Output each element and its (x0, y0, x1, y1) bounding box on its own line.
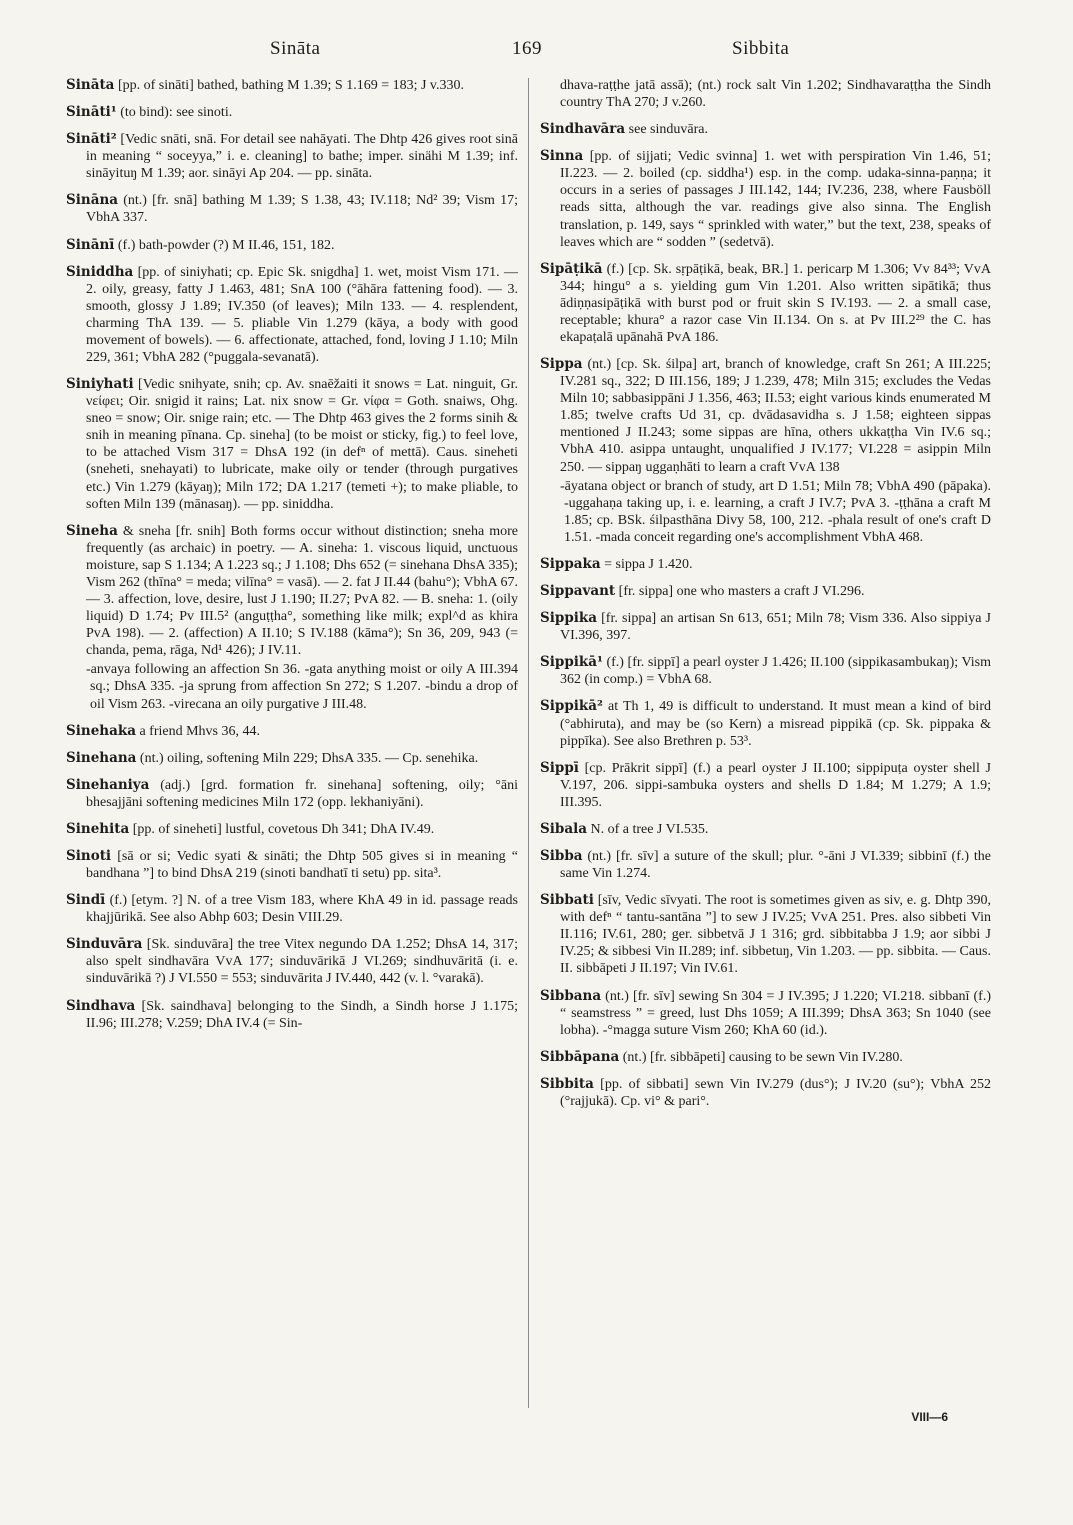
entry-headword: Sinna (540, 148, 584, 165)
entry-headword: Sibbāpana (540, 1048, 620, 1065)
dictionary-entry (66, 750, 518, 767)
entry-headword: Sippikā² (540, 698, 603, 715)
entry-definition: [pp. of siniyhati; cp. Epic Sk. snigdha] 1. wet, moist Vism 171. — 2. oily, greasy, fatty J 1.463, 481; SnA 100 (°āhāra fattening food). — 3. smooth, glossy J 1.89; IV.350 (of leaves); Miln 133. — 4. resplendent, charming ThA 139. — 5. pliable Vin 1.279 (kāya, a body with good movement of bowels). — 6. affectionate, attached, fond, loving J 1.10; Miln 229, 361; VbhA 282 (°puggala-sevanatā). (86, 264, 518, 366)
dictionary-entry (66, 523, 518, 713)
entry-compounds: -āyatana object or branch of study, art D 1.51; Miln 78; VbhA 490 (pāpaka). -uggahaṇa taking up, i. e. learning, a craft J IV.7; PvA 3. -ṭṭhāna a craft M 1.85; cp. BSk. śilpasthāna Divy 58, 100, 212. -phala result of one's craft D 1.51. -mada conceit regarding one's accomplishment VbhA 468. (560, 478, 991, 545)
entry-definition: (to bind): see sinoti. (116, 105, 233, 121)
entry-headword: Sippī (540, 759, 579, 776)
running-head-first-word: Sināta (270, 38, 321, 59)
entry-headword: Sipāṭikā (540, 260, 603, 277)
entry-definition: & sneha [fr. snih] Both forms occur without distinction; sneha more frequently (as archaic) in poetry. — A. sineha: 1. viscous liquid, unctuous moisture, sap S 1.134; A 1.223 sq.; J 1.108; Dhs 652 (= sinehana DhsA 335); Vism 262 (thīna° = meda; vilīna° = vasā). — 2. fat J II.44 (bahu°); VbhA 67. — 3. affection, love, desire, lust J 1.190; II.27; PvA 82. — B. sneha: 1. (oily liquid) D 1.74; Pv III.5² (anguṭṭha°, something like milk; expl^d as khira PvA 198). — 2. (affection) A II.10; S IV.188 (kāma°); Sn 36, 209, 943 (= chanda, pema, rāga, Nd¹ 426); J IV.11. (86, 523, 518, 659)
entry-definition: [Sk. saindhava] belonging to the Sindh, a Sindh horse J 1.175; II.96; III.278; V.259; DhA IV.4 (= Sin- (86, 998, 518, 1031)
entry-headword: Sindhava (66, 997, 136, 1014)
dictionary-entry (540, 848, 991, 882)
entry-definition: [pp. of sineheti] lustful, covetous Dh 341; DhA IV.49. (129, 821, 435, 837)
entry-definition: (f.) [etym. ?] N. of a tree Vism 183, where KhA 49 in id. passage reads khajjūrikā. See also Abhp 603; Desin VIII.29. (86, 893, 518, 926)
entry-definition: (nt.) [fr. sibbāpeti] causing to be sewn Vin IV.280. (619, 1049, 903, 1065)
dictionary-entry (66, 192, 518, 226)
entry-headword: Sinehaniya (66, 776, 150, 793)
entry-definition: N. of a tree J VI.535. (586, 821, 709, 837)
dictionary-entry (540, 1049, 991, 1066)
entry-headword: Sibbati (540, 892, 594, 909)
entry-definition: (nt.) [cp. Sk. śilpa] art, branch of knowledge, craft Sn 261; A III.225; IV.281 sq., 322; D III.156, 189; J 1.239, 478; Miln 315; excludes the Vedas Miln 10; sabbasippāni J 1.356, 463; II.53; eight various kinds enumerated M 1.85; twelve crafts Ud 31, cp. dvādasavidha s. J 1.58; eighteen sippas mentioned J II.243; some sippas are hīna, others ukkaṭṭha Vin IV.6 sq.; VbhA 410. asippa untaught, unqualified J IV.177; VI.228 = asippin Miln 250. — sippaŋ uggaṇhāti to learn a craft VvA 138 (560, 357, 991, 475)
entry-definition: dhava-raṭṭhe jatā assā); (nt.) rock salt Vin 1.202; Sindhavaraṭṭha the Sindh country ThA 270; J v.260. (560, 78, 991, 111)
dictionary-entry (66, 998, 518, 1032)
entry-headword: Sināti² (66, 131, 117, 148)
dictionary-entry (66, 821, 518, 838)
dictionary-entry (540, 583, 991, 600)
dictionary-entry (66, 104, 518, 121)
entry-headword: Sibba (540, 847, 583, 864)
entry-definition: (f.) [fr. sippī] a pearl oyster J 1.426; II.100 (sippikasambukaŋ); Vism 362 (in comp.) = VbhA 68. (560, 655, 991, 688)
entry-definition: (nt.) [fr. sīv] a suture of the skull; plur. °-āni J VI.339; sibbinī (f.) the same Vin 1.274. (560, 848, 991, 882)
signature-mark: VIII—6 (911, 1410, 948, 1424)
entry-definition: at Th 1, 49 is difficult to understand. It must mean a kind of bird (°abhiruta), and may be (so Kern) a misread pippikā (cp. Sk. pippaka & pippīka). See also Brethren p. 53³. (560, 699, 991, 749)
dictionary-entry (540, 556, 991, 573)
entry-headword: Sinehaka (66, 722, 136, 739)
entry-definition: [pp. of sibbati] sewn Vin IV.279 (dus°); J IV.20 (su°); VbhA 252 (°rajjukā). Cp. vi° & pari°. (560, 1076, 991, 1109)
entry-definition: [fr. sippa] one who masters a craft J VI.296. (615, 584, 865, 600)
column-divider (528, 78, 529, 1408)
dictionary-entry (540, 148, 991, 250)
entry-definition: see sinduvāra. (625, 122, 708, 138)
right-column (540, 77, 991, 1120)
entry-definition: [Vedic snihyate, snih; cp. Av. snaēžaiti it snows = Lat. ninguit, Gr. νείφει; Oir. snigid it rains; Lat. nix snow = Gr. νίφα = Goth. snaiws, Ohg. sneo = snow; Oir. snige rain; etc. — The Dhtp 463 gives the 2 forms sinih & snih in meaning pīnana. Cp. sineha] (to be moist or sticky, fig.) to feel love, to be attached Vism 317 = DhsA 192 (in defⁿ of mettā). Caus. sineheti (sneheti, snehayati) to lubricate, make oily or tender (through purgatives etc.) Vin 1.279 (kāyaŋ); Miln 172; DA 1.217 (temeti +); to make pliable, to soften Miln 139 (mānasaŋ). — pp. siniddha. (86, 377, 518, 512)
entry-definition: (f.) bath-powder (?) M II.46, 151, 182. (114, 237, 335, 253)
entry-definition: (f.) [cp. Sk. sṛpāṭikā, beak, BR.] 1. pericarp M 1.306; Vv 84³³; VvA 344; hingu° a s. yielding gum Vin 1.201. Also written sipātikā; thus ādiṇṇasipāṭikā with burst pod or fruit skin S IV.193. — 2. a small case, receptable; khura° a razor case Vin II.134. On s. at Pv III.2²⁹ the C. has ekapaṭalā upānahā PvA 186. (560, 261, 991, 346)
entry-definition: (nt.) [fr. snā] bathing M 1.39; S 1.38, 43; IV.118; Nd² 39; Vism 17; VbhA 337. (86, 193, 518, 226)
dictionary-entry (540, 77, 991, 111)
dictionary-entry (66, 723, 518, 740)
dictionary-entry (540, 610, 991, 644)
entry-definition: [pp. of sijjati; Vedic svinna] 1. wet with perspiration Vin 1.46, 51; II.223. — 2. boiled (cp. siddha¹) esp. in the comp. udaka-sinna-paṇṇa; it occurs in a series of passages J III.142, 144; IV.236, 238, where Fausböll reads sitta, although the var. readings give also sinna. The English translation, p. 149, says “ sprinkled with water,” but the text, 238, speaks of leaves which are “ sodden ” (sedetvā). (560, 149, 991, 250)
dictionary-entry (66, 131, 518, 182)
dictionary-entry (540, 356, 991, 546)
entry-definition: [cp. Prākrit sippī] (f.) a pearl oyster J II.100; sippipuṭa oyster shell J V.197, 206. sippi-sambuka oysters and shells D 1.84; M 1.279; A 1.9; III.395. (560, 760, 991, 810)
dictionary-entry (540, 121, 991, 138)
left-column (66, 77, 518, 1042)
dictionary-entry (540, 1076, 991, 1110)
entry-headword: Sippavant (540, 583, 616, 600)
dictionary-entry (66, 264, 518, 366)
entry-headword: Sinoti (66, 847, 112, 864)
entry-headword: Sinānī (66, 236, 115, 253)
entry-headword: Sināta (66, 77, 115, 93)
dictionary-entry (66, 892, 518, 926)
entry-headword: Sindhavāra (540, 121, 626, 138)
dictionary-entry (540, 261, 991, 346)
dictionary-entry (66, 777, 518, 811)
entry-headword: Siniyhati (66, 376, 134, 393)
dictionary-entry (540, 821, 991, 838)
page-number: 169 (512, 38, 542, 59)
running-head (0, 38, 1073, 68)
entry-headword: Sippa (540, 356, 583, 373)
entry-headword: Sināna (66, 192, 119, 209)
entry-headword: Sippaka (540, 555, 601, 572)
entry-definition: (nt.) [fr. sīv] sewing Sn 304 = J IV.395; J 1.220; VI.218. sibbanī (f.) “ seamstress ” = greed, lust Dhs 1059; A III.399; DhsA 363; Sn 1040 (see lobha). -°magga suture Vism 260; KhA 60 (id.). (560, 988, 991, 1038)
entry-headword: Sināti¹ (66, 104, 117, 121)
entry-headword: Sinehana (66, 749, 137, 766)
entry-definition: [Vedic snāti, snā. For detail see nahāyati. The Dhtp 426 gives root sinā in meaning “ soceyya,” i. e. cleaning] to bathe; imper. sinähi M 1.39; inf. sināyituŋ M 1.39; aor. sināyi Ap 204. — pp. sināta. (86, 132, 518, 182)
dictionary-entry (540, 892, 991, 977)
entry-definition: [sīv, Vedic sīvyati. The root is sometimes given as siv, e. g. Dhtp 390, with defⁿ “ tantu-santāna ”] to sew J IV.25; VvA 251. Pres. also sibbeti Vin II.116; IV.61, 280; ger. sibbetvā J 1 316; grd. sibbitabba J 1.9; aor sibbi J IV.25; & sibbesi Vin II.289; inf. sibbetuŋ, Vin 1.203. — pp. sibbita. — Caus. II. sibbāpeti J II.197; Vin IV.61. (560, 893, 991, 977)
entry-headword: Sinehita (66, 820, 130, 837)
dictionary-entry (540, 988, 991, 1039)
entry-definition: = sippa J 1.420. (600, 556, 693, 572)
entry-definition: [sā or si; Vedic syati & sināti; the Dhtp 505 gives si in meaning “ bandhana ”] to bind DhsA 219 (sinoti bandhatī ti setu) pp. sita³. (86, 848, 518, 882)
dictionary-entry (66, 848, 518, 882)
dictionary-entry (540, 654, 991, 688)
entry-definition: [fr. sippa] an artisan Sn 613, 651; Miln 78; Vism 336. Also sippiya J VI.396, 397. (560, 611, 991, 644)
entry-compounds: -anvaya following an affection Sn 36. -gata anything moist or oily A III.394 sq.; DhsA 335. -ja sprung from affection Sn 272; S 1.207. -bindu a drop of oil Vism 263. -virecana an oily purgative J III.48. (86, 662, 518, 712)
entry-headword: Sinduvāra (66, 936, 143, 953)
dictionary-entry (540, 760, 991, 811)
entry-definition: a friend Mhvs 36, 44. (135, 723, 260, 739)
entry-headword: Sibala (540, 820, 587, 837)
entry-headword: Siniddha (66, 263, 134, 280)
entry-headword: Sindī (66, 892, 106, 909)
running-head-last-word: Sibbita (732, 38, 790, 59)
dictionary-entry (66, 936, 518, 987)
dictionary-entry (66, 376, 518, 513)
entry-headword: Sibbana (540, 987, 602, 1004)
dictionary-entry (540, 698, 991, 749)
entry-definition: [Sk. sinduvāra] the tree Vitex negundo DA 1.252; DhsA 14, 317; also spelt sindhavāra VvA 177; sinduvārikā J VI.269; sindhuvāritā (i. e. sinduvārikā ?) J VI.550 = 553; sinduvārita J IV.440, 442 (v. l. °varakā). (86, 937, 518, 987)
entry-definition: (nt.) oiling, softening Miln 229; DhsA 335. — Cp. senehika. (136, 750, 479, 766)
entry-headword: Sippika (540, 610, 597, 627)
dictionary-entry (66, 237, 518, 254)
entry-definition: [pp. of sināti] bathed, bathing M 1.39; S 1.169 = 183; J v.330. (114, 78, 465, 93)
entry-headword: Sibbita (540, 1075, 594, 1092)
dictionary-entry (66, 77, 518, 94)
entry-headword: Sineha (66, 522, 118, 539)
entry-definition: (adj.) [grd. formation fr. sinehana] softening, oily; °āni bhesajjāni softening medicines Miln 172 (opp. lekhaniyāni). (86, 777, 518, 810)
entry-headword: Sippikā¹ (540, 654, 603, 671)
